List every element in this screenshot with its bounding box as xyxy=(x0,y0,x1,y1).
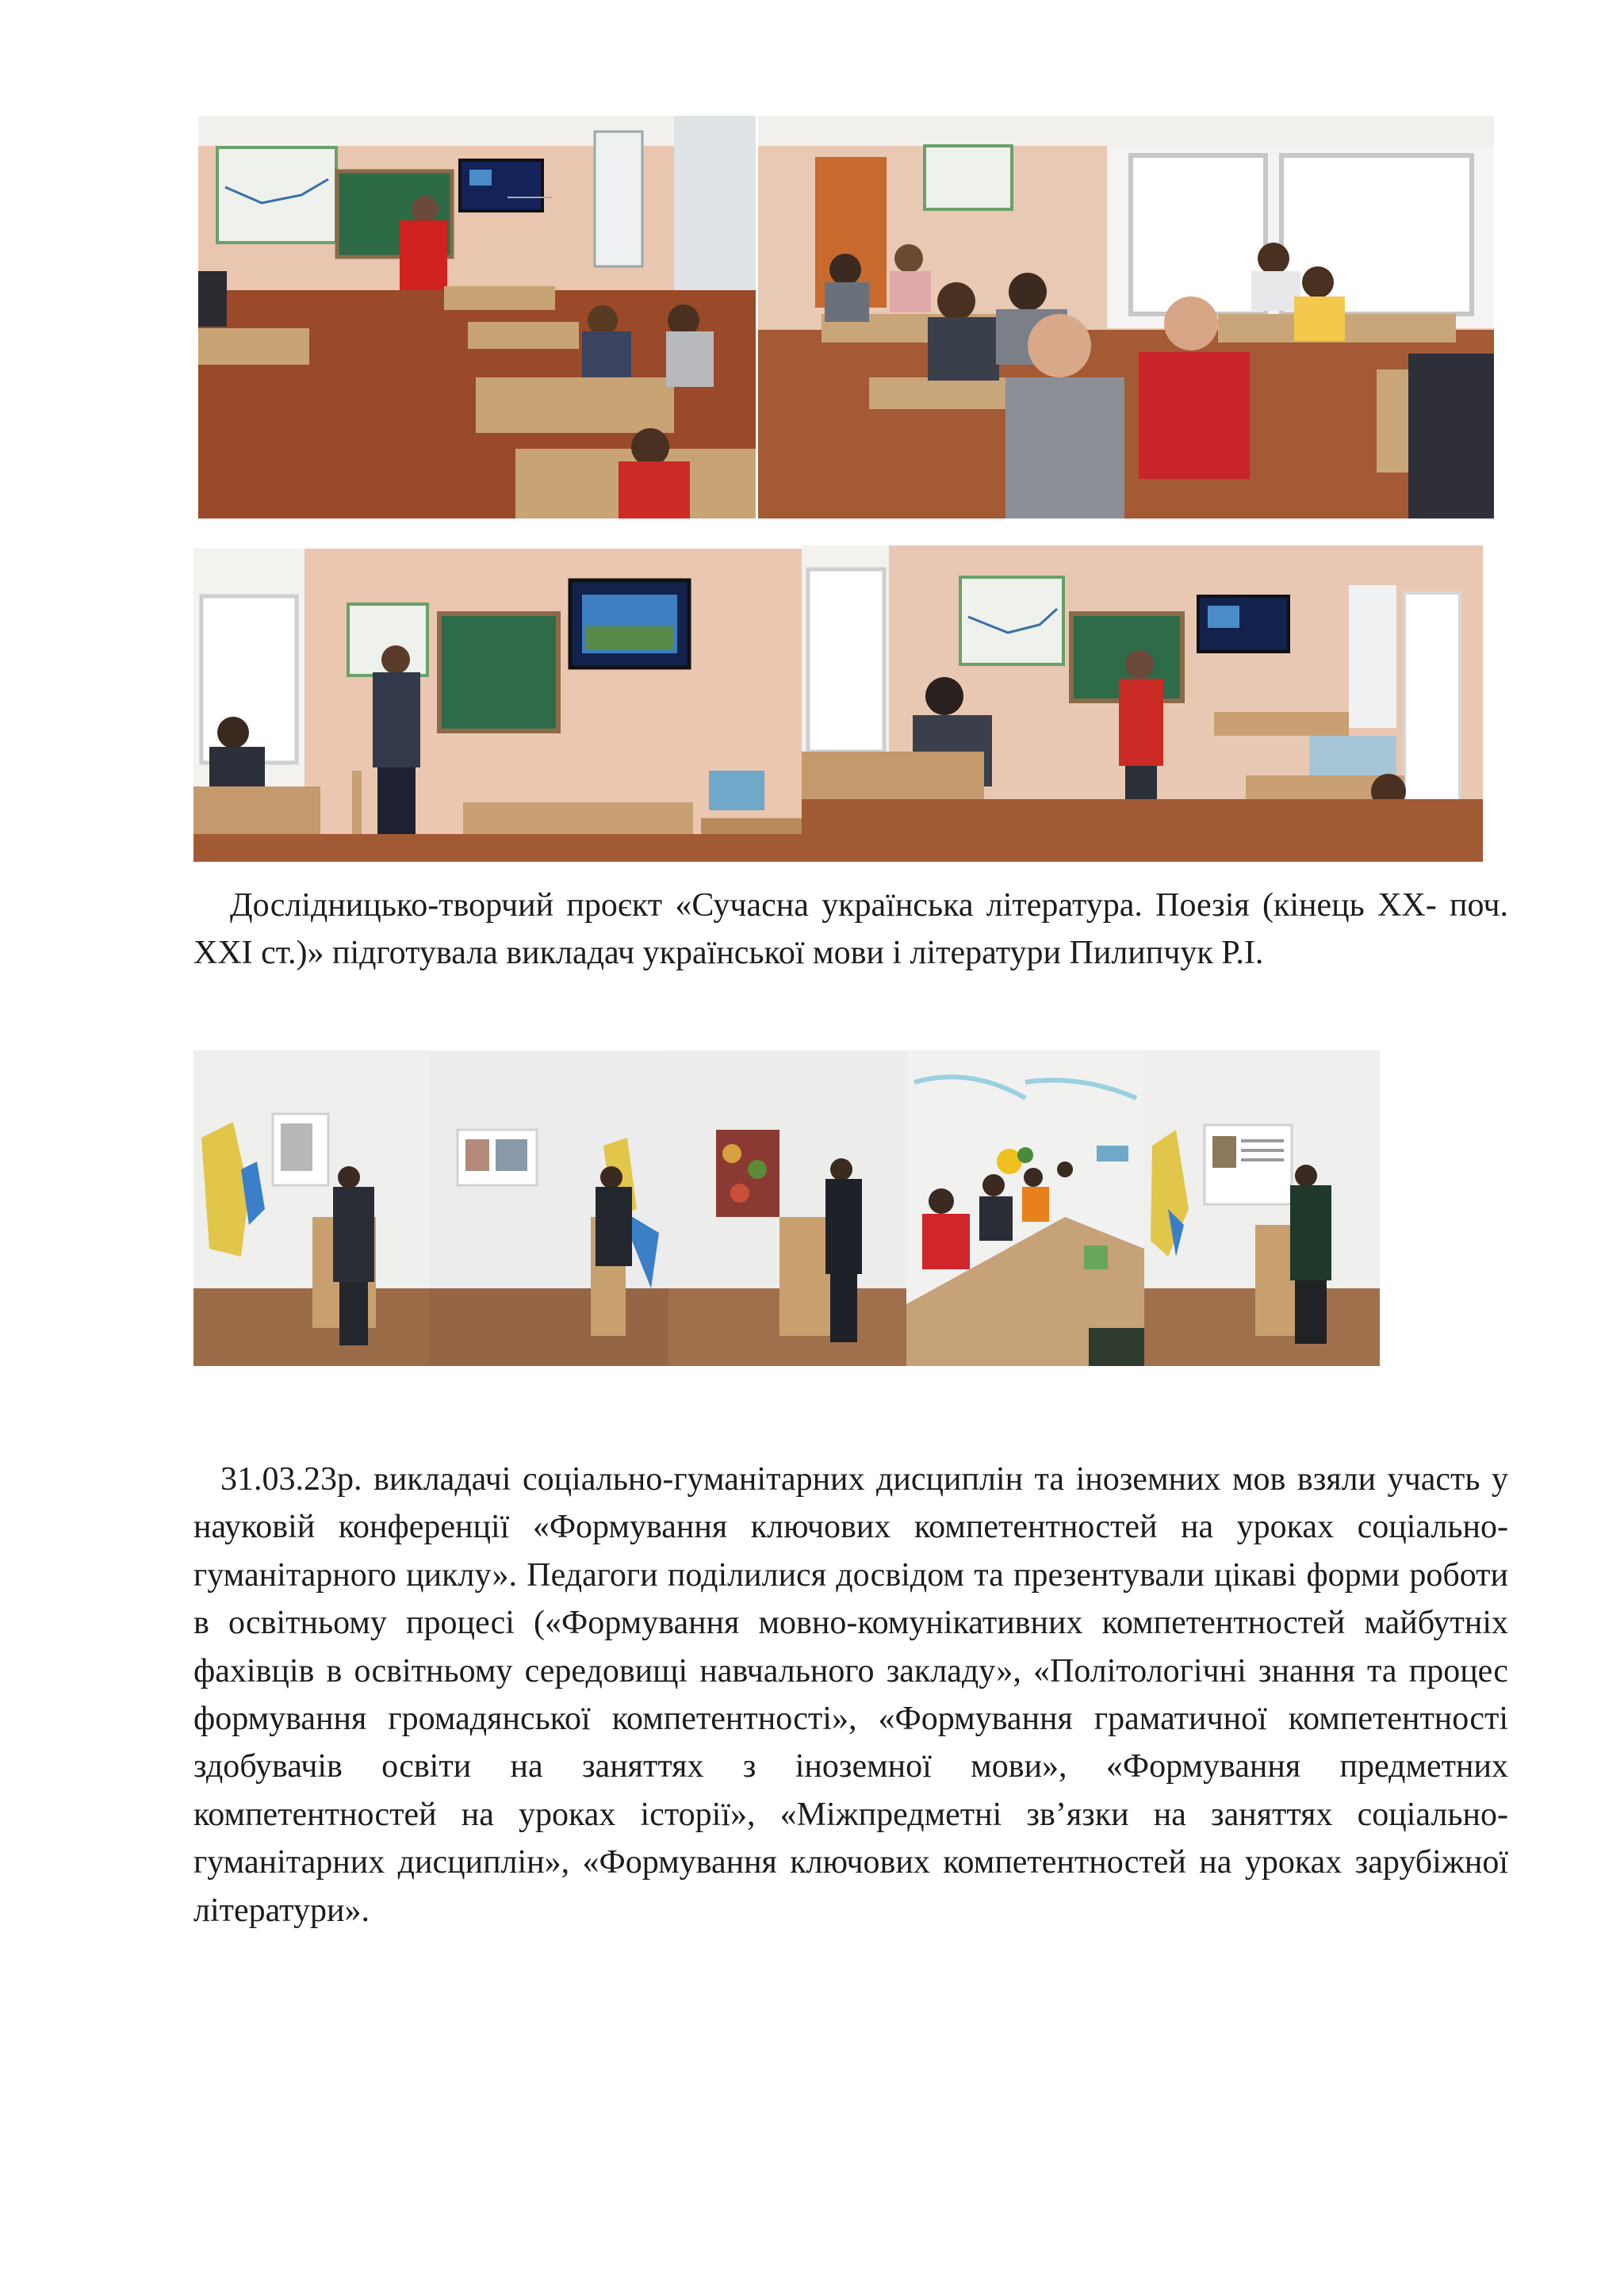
photo-conference-speaker-3 xyxy=(668,1050,906,1366)
paragraph-conference-report: 31.03.23р. викладачі соціально-гуманітарних дисциплін та іноземних мов взяли участь у науковій конференції «Формування ключових компетентностей на уроках соціально-гуманітарного циклу». Педагоги поділилися досвідом та презентували цікаві форми роботи в освітньому процесі («Формування мовно-комунікативних компетентностей майбутніх фахівців в освітньому середовищі навчального закладу», «Політологічні знання та процес формування громадянської компетентності», «Формування граматичної компетентності здобувачів освіти на заняттях з іноземної мови», «Формування предметних компетентностей на уроках історії», «Міжпредметні зв’язки на заняттях соціально-гуманітарних дисциплін», «Формування ключових компетентностей на уроках зарубіжної літератури». xyxy=(193,1461,1508,1929)
photo-conference-speaker-1 xyxy=(193,1050,429,1366)
photo-conference-speaker-4 xyxy=(1144,1050,1380,1366)
photo-conference-table xyxy=(906,1050,1144,1366)
paragraph-project-description: Дослідницько-творчий проєкт «Сучасна українська література. Поезія (кінець ХХ- поч. ХХІ ст.)» підготувала викладач української мови і літератури Пилипчук Р.І. xyxy=(193,887,1508,972)
photo-classroom-presentation-2 xyxy=(193,549,802,862)
photo-classroom-presentation-3 xyxy=(802,545,1483,862)
photo-classroom-presentation-1 xyxy=(198,116,756,519)
photo-classroom-students-1 xyxy=(758,116,1494,519)
photo-conference-speaker-2 xyxy=(429,1050,668,1366)
